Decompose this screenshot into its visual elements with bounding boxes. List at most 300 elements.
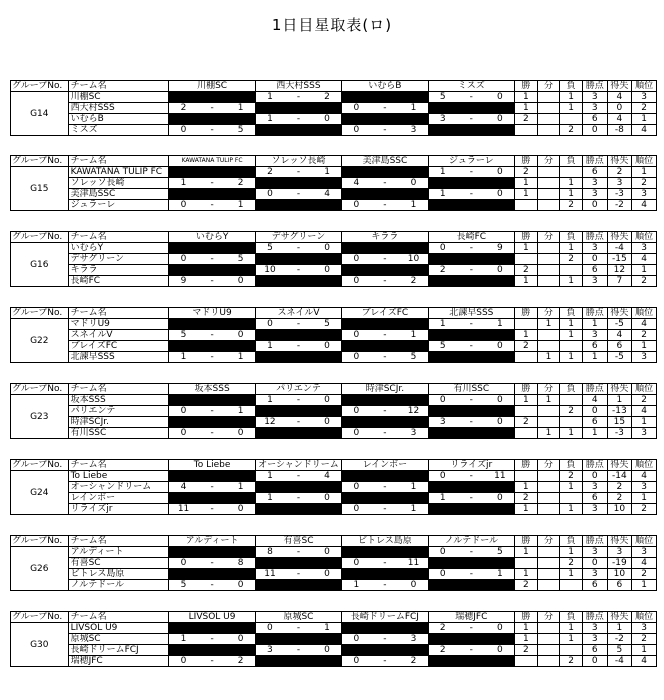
team-row xyxy=(11,406,657,417)
draws-cell xyxy=(537,178,560,189)
draws-cell: 1 xyxy=(537,395,560,406)
draws-cell xyxy=(537,656,560,667)
team-row xyxy=(11,103,657,114)
team-name: KAWATANA TULIP FC xyxy=(68,167,169,178)
points-cell: 1 xyxy=(582,352,607,363)
goal-diff-cell: 2 xyxy=(607,493,632,504)
score-dash: - xyxy=(284,167,313,178)
rank-cell: 1 xyxy=(632,493,657,504)
team-header: チーム名 xyxy=(68,308,169,319)
self-match-cell xyxy=(255,254,341,265)
opponent-header: 美津島SSC xyxy=(342,156,428,167)
score-dash: - xyxy=(457,471,486,482)
goal-diff-header: 得失 xyxy=(607,460,632,471)
rank-cell: 3 xyxy=(632,428,657,439)
points-cell: 3 xyxy=(582,623,607,634)
group-id: G16 xyxy=(11,243,69,287)
group-table xyxy=(10,307,657,363)
score-away: 0 xyxy=(313,547,342,558)
team-header: チーム名 xyxy=(68,384,169,395)
team-row xyxy=(11,558,657,569)
score-away: 3 xyxy=(399,428,428,439)
score-dash: - xyxy=(284,395,313,406)
goal-diff-cell: 3 xyxy=(607,547,632,558)
group-block xyxy=(10,535,657,591)
score-dash: - xyxy=(457,395,486,406)
team-row xyxy=(11,580,657,591)
losses-cell: 2 xyxy=(560,471,583,482)
score-home: 5 xyxy=(169,580,198,591)
group-block xyxy=(10,459,657,515)
score-dash: - xyxy=(284,623,313,634)
losses-cell: 1 xyxy=(560,243,583,254)
points-header: 勝点 xyxy=(582,308,607,319)
draws-cell: 1 xyxy=(537,428,560,439)
rank-header: 順位 xyxy=(632,612,657,623)
wins-cell: 1 xyxy=(515,623,538,634)
goal-diff-header: 得失 xyxy=(607,156,632,167)
header-row xyxy=(11,612,657,623)
score-dash: - xyxy=(371,428,400,439)
team-row xyxy=(11,330,657,341)
rank-cell: 2 xyxy=(632,178,657,189)
score-dash: - xyxy=(284,189,313,200)
rank-cell: 2 xyxy=(632,103,657,114)
win-header: 勝 xyxy=(515,232,538,243)
draws-cell xyxy=(537,580,560,591)
win-header: 勝 xyxy=(515,384,538,395)
wins-cell: 2 xyxy=(515,417,538,428)
score-away: 11 xyxy=(486,471,515,482)
team-name: リライズjr xyxy=(68,504,169,515)
goal-diff-cell: 1 xyxy=(607,395,632,406)
self-match-cell xyxy=(255,406,341,417)
score-away: 1 xyxy=(399,330,428,341)
draws-cell xyxy=(537,493,560,504)
group-block xyxy=(10,231,657,287)
score-dash: - xyxy=(371,580,400,591)
group-table xyxy=(10,611,657,667)
points-cell: 6 xyxy=(582,265,607,276)
group-block xyxy=(10,155,657,211)
score-dash: - xyxy=(198,276,227,287)
rank-cell: 1 xyxy=(632,265,657,276)
self-match-cell xyxy=(255,178,341,189)
rank-cell: 3 xyxy=(632,623,657,634)
draws-cell xyxy=(537,634,560,645)
points-cell: 0 xyxy=(582,471,607,482)
points-cell: 1 xyxy=(582,428,607,439)
wins-cell: 2 xyxy=(515,167,538,178)
points-header: 勝点 xyxy=(582,232,607,243)
points-header: 勝点 xyxy=(582,536,607,547)
team-name: いむらY xyxy=(68,243,169,254)
score-dash: - xyxy=(198,330,227,341)
goal-diff-header: 得失 xyxy=(607,612,632,623)
rank-cell: 4 xyxy=(632,319,657,330)
team-row xyxy=(11,623,657,634)
points-cell: 0 xyxy=(582,200,607,211)
team-name: LIVSOL U9 xyxy=(68,623,169,634)
opponent-header: レインボー xyxy=(342,460,428,471)
rank-header: 順位 xyxy=(632,156,657,167)
rank-cell: 1 xyxy=(632,645,657,656)
group-header: グループNo. xyxy=(11,384,69,395)
score-dash: - xyxy=(371,276,400,287)
goal-diff-cell: -5 xyxy=(607,352,632,363)
points-cell: 0 xyxy=(582,656,607,667)
score-home: 3 xyxy=(255,645,284,656)
draws-cell xyxy=(537,504,560,515)
no-match-cell xyxy=(169,645,255,656)
score-away: 0 xyxy=(486,623,515,634)
goal-diff-cell: 3 xyxy=(607,178,632,189)
wins-cell xyxy=(515,125,538,136)
rank-cell: 2 xyxy=(632,395,657,406)
score-dash: - xyxy=(198,178,227,189)
goal-diff-cell: 15 xyxy=(607,417,632,428)
points-cell: 3 xyxy=(582,103,607,114)
score-home: 1 xyxy=(255,341,284,352)
self-match-cell xyxy=(169,167,255,178)
opponent-header: ソレッソ長崎 xyxy=(255,156,341,167)
self-match-cell xyxy=(169,92,255,103)
rank-cell: 4 xyxy=(632,558,657,569)
team-row xyxy=(11,395,657,406)
score-home: 1 xyxy=(169,178,198,189)
self-match-cell xyxy=(428,352,514,363)
score-away: 1 xyxy=(399,200,428,211)
score-away: 1 xyxy=(399,103,428,114)
no-match-cell xyxy=(169,341,255,352)
rank-cell: 2 xyxy=(632,276,657,287)
losses-cell: 2 xyxy=(560,125,583,136)
score-home: 12 xyxy=(255,417,284,428)
wins-cell xyxy=(515,200,538,211)
score-away: 0 xyxy=(486,493,515,504)
score-away: 0 xyxy=(226,504,255,515)
no-match-cell xyxy=(255,656,341,667)
losses-cell: 1 xyxy=(560,276,583,287)
self-match-cell xyxy=(255,330,341,341)
score-dash: - xyxy=(284,114,313,125)
goal-diff-cell: 6 xyxy=(607,580,632,591)
no-match-cell xyxy=(342,395,428,406)
losses-cell: 2 xyxy=(560,406,583,417)
team-header: チーム名 xyxy=(68,460,169,471)
goal-diff-header: 得失 xyxy=(607,536,632,547)
wins-cell: 1 xyxy=(515,276,538,287)
wins-cell xyxy=(514,471,537,482)
score-dash: - xyxy=(198,634,227,645)
draws-cell xyxy=(537,645,560,656)
rank-cell: 1 xyxy=(632,417,657,428)
rank-cell: 3 xyxy=(632,243,657,254)
draw-header: 分 xyxy=(537,536,560,547)
opponent-header: ビトレス島原 xyxy=(342,536,428,547)
draws-cell xyxy=(537,276,560,287)
team-row xyxy=(11,504,657,515)
no-match-cell xyxy=(255,428,341,439)
wins-cell: 1 xyxy=(515,634,538,645)
score-home: 2 xyxy=(428,265,457,276)
score-dash: - xyxy=(284,243,313,254)
opponent-header: 長崎FC xyxy=(428,232,514,243)
wins-cell xyxy=(515,352,538,363)
score-dash: - xyxy=(457,341,486,352)
points-cell: 3 xyxy=(582,634,607,645)
wins-cell: 2 xyxy=(515,341,538,352)
wins-cell: 2 xyxy=(515,645,538,656)
draws-cell xyxy=(537,482,560,493)
self-match-cell xyxy=(169,547,255,558)
goal-diff-cell: -19 xyxy=(607,558,632,569)
opponent-header: 原城SC xyxy=(255,612,341,623)
draw-header: 分 xyxy=(537,156,560,167)
points-cell: 3 xyxy=(582,504,607,515)
rank-cell: 1 xyxy=(632,341,657,352)
team-name: 川棚SC xyxy=(68,92,169,103)
draws-cell xyxy=(537,341,560,352)
score-home: 8 xyxy=(255,547,284,558)
score-away: 1 xyxy=(486,319,515,330)
goal-diff-cell: -2 xyxy=(607,634,632,645)
score-home: 11 xyxy=(255,569,284,580)
team-name: 美津島SSC xyxy=(68,189,169,200)
score-away: 1 xyxy=(313,167,342,178)
no-match-cell xyxy=(428,330,514,341)
score-home: 0 xyxy=(428,395,457,406)
score-home: 1 xyxy=(428,319,457,330)
team-header: チーム名 xyxy=(68,232,169,243)
no-match-cell xyxy=(428,482,514,493)
draws-cell xyxy=(537,200,560,211)
losses-cell: 2 xyxy=(560,254,583,265)
score-dash: - xyxy=(457,189,486,200)
losses-cell xyxy=(560,580,583,591)
rank-cell: 3 xyxy=(632,482,657,493)
team-row xyxy=(11,428,657,439)
goal-diff-cell: 1 xyxy=(607,623,632,634)
team-name: ミスズ xyxy=(68,125,169,136)
opponent-header: KAWATANA TULIP FC xyxy=(169,156,255,167)
self-match-cell xyxy=(342,645,428,656)
score-away: 0 xyxy=(399,178,428,189)
draws-cell xyxy=(537,417,560,428)
goal-diff-cell: 0 xyxy=(607,103,632,114)
team-row xyxy=(11,569,657,580)
goal-diff-cell: 4 xyxy=(607,114,632,125)
score-home: 9 xyxy=(169,276,198,287)
no-match-cell xyxy=(169,569,255,580)
draws-cell xyxy=(537,92,560,103)
loss-header: 負 xyxy=(560,384,583,395)
score-home: 0 xyxy=(342,428,371,439)
self-match-cell xyxy=(342,114,428,125)
rank-cell: 2 xyxy=(632,504,657,515)
losses-cell xyxy=(560,395,583,406)
score-home: 0 xyxy=(169,428,198,439)
score-away: 0 xyxy=(313,114,342,125)
score-home: 1 xyxy=(428,493,457,504)
score-dash: - xyxy=(457,645,486,656)
score-home: 0 xyxy=(342,634,371,645)
team-row xyxy=(11,125,657,136)
draws-cell xyxy=(537,189,560,200)
wins-cell xyxy=(515,428,538,439)
goal-diff-cell: -4 xyxy=(607,243,632,254)
score-away: 0 xyxy=(313,493,342,504)
rank-cell: 4 xyxy=(632,471,657,482)
score-away: 0 xyxy=(486,189,515,200)
rank-cell: 4 xyxy=(632,200,657,211)
opponent-header: マドリU9 xyxy=(169,308,255,319)
score-home: 0 xyxy=(169,656,198,667)
points-cell: 3 xyxy=(582,330,607,341)
score-away: 1 xyxy=(313,623,342,634)
opponent-header: ブレイズFC xyxy=(342,308,428,319)
score-home: 2 xyxy=(428,623,457,634)
score-dash: - xyxy=(284,569,313,580)
goal-diff-cell: 4 xyxy=(607,330,632,341)
score-dash: - xyxy=(457,319,486,330)
score-home: 0 xyxy=(428,471,457,482)
losses-cell: 2 xyxy=(560,656,583,667)
score-dash: - xyxy=(371,558,400,569)
group-block xyxy=(10,80,657,136)
self-match-cell xyxy=(342,341,428,352)
score-away: 0 xyxy=(313,341,342,352)
score-home: 5 xyxy=(428,341,457,352)
score-home: 0 xyxy=(169,558,198,569)
score-away: 0 xyxy=(313,243,342,254)
score-away: 0 xyxy=(313,395,342,406)
group-header: グループNo. xyxy=(11,81,69,92)
draw-header: 分 xyxy=(537,81,560,92)
points-cell: 6 xyxy=(582,580,607,591)
score-home: 0 xyxy=(342,103,371,114)
points-cell: 3 xyxy=(582,569,607,580)
score-dash: - xyxy=(371,406,400,417)
score-dash: - xyxy=(457,623,486,634)
rank-cell: 1 xyxy=(632,580,657,591)
self-match-cell xyxy=(255,634,341,645)
points-header: 勝点 xyxy=(582,612,607,623)
header-row xyxy=(11,384,657,395)
losses-cell: 1 xyxy=(560,103,583,114)
score-dash: - xyxy=(457,569,486,580)
score-home: 1 xyxy=(428,189,457,200)
opponent-header: LIVSOL U9 xyxy=(169,612,255,623)
score-home: 0 xyxy=(428,569,457,580)
score-home: 0 xyxy=(342,276,371,287)
score-dash: - xyxy=(284,92,313,103)
score-away: 4 xyxy=(313,471,342,482)
goal-diff-cell: -3 xyxy=(607,428,632,439)
header-row xyxy=(11,156,657,167)
opponent-header: アルディート xyxy=(169,536,255,547)
score-dash: - xyxy=(370,330,399,341)
score-dash: - xyxy=(284,493,313,504)
rank-header: 順位 xyxy=(632,460,657,471)
goal-diff-cell: 12 xyxy=(607,265,632,276)
group-header: グループNo. xyxy=(11,156,69,167)
draws-cell xyxy=(537,623,560,634)
score-away: 2 xyxy=(399,656,428,667)
score-dash: - xyxy=(371,200,400,211)
group-id: G22 xyxy=(11,319,69,363)
loss-header: 負 xyxy=(560,460,583,471)
score-dash: - xyxy=(371,504,400,515)
score-away: 5 xyxy=(486,547,515,558)
losses-cell: 1 xyxy=(560,547,583,558)
goal-diff-cell: -5 xyxy=(607,319,632,330)
goal-diff-cell: 2 xyxy=(607,167,632,178)
wins-cell xyxy=(515,558,538,569)
losses-cell: 1 xyxy=(560,634,583,645)
loss-header: 負 xyxy=(560,81,583,92)
points-cell: 6 xyxy=(582,493,607,504)
self-match-cell xyxy=(428,504,514,515)
score-away: 0 xyxy=(486,341,515,352)
score-away: 1 xyxy=(226,406,255,417)
team-row xyxy=(11,417,657,428)
score-away: 0 xyxy=(226,330,255,341)
points-cell: 6 xyxy=(582,417,607,428)
draws-cell xyxy=(537,167,560,178)
score-home: 0 xyxy=(342,200,371,211)
wins-cell: 2 xyxy=(515,114,538,125)
score-away: 3 xyxy=(399,125,428,136)
team-header: チーム名 xyxy=(68,156,169,167)
team-name: パリエンテ xyxy=(68,406,169,417)
points-cell: 6 xyxy=(582,341,607,352)
team-header: チーム名 xyxy=(68,81,169,92)
score-home: 4 xyxy=(169,482,198,493)
no-match-cell xyxy=(255,276,341,287)
team-name: デサグリーン xyxy=(68,254,169,265)
team-row xyxy=(11,341,657,352)
no-match-cell xyxy=(428,558,514,569)
score-dash: - xyxy=(198,406,227,417)
score-dash: - xyxy=(457,114,486,125)
rank-header: 順位 xyxy=(632,81,657,92)
score-home: 1 xyxy=(169,352,198,363)
score-away: 1 xyxy=(226,482,255,493)
draw-header: 分 xyxy=(537,232,560,243)
score-away: 0 xyxy=(486,92,515,103)
points-cell: 0 xyxy=(582,125,607,136)
no-match-cell xyxy=(428,103,514,114)
score-dash: - xyxy=(198,482,227,493)
team-row xyxy=(11,352,657,363)
loss-header: 負 xyxy=(560,612,583,623)
header-row xyxy=(11,536,657,547)
group-header: グループNo. xyxy=(11,612,69,623)
draw-header: 分 xyxy=(537,384,560,395)
score-dash: - xyxy=(457,243,486,254)
score-away: 0 xyxy=(399,580,428,591)
win-header: 勝 xyxy=(515,536,538,547)
opponent-header: 北諫早SSS xyxy=(428,308,514,319)
points-cell: 0 xyxy=(582,406,607,417)
draws-cell xyxy=(537,406,560,417)
goal-diff-cell: -8 xyxy=(607,125,632,136)
team-row xyxy=(11,471,657,482)
wins-cell: 1 xyxy=(515,547,538,558)
score-home: 0 xyxy=(342,656,371,667)
draws-cell: 1 xyxy=(537,319,560,330)
